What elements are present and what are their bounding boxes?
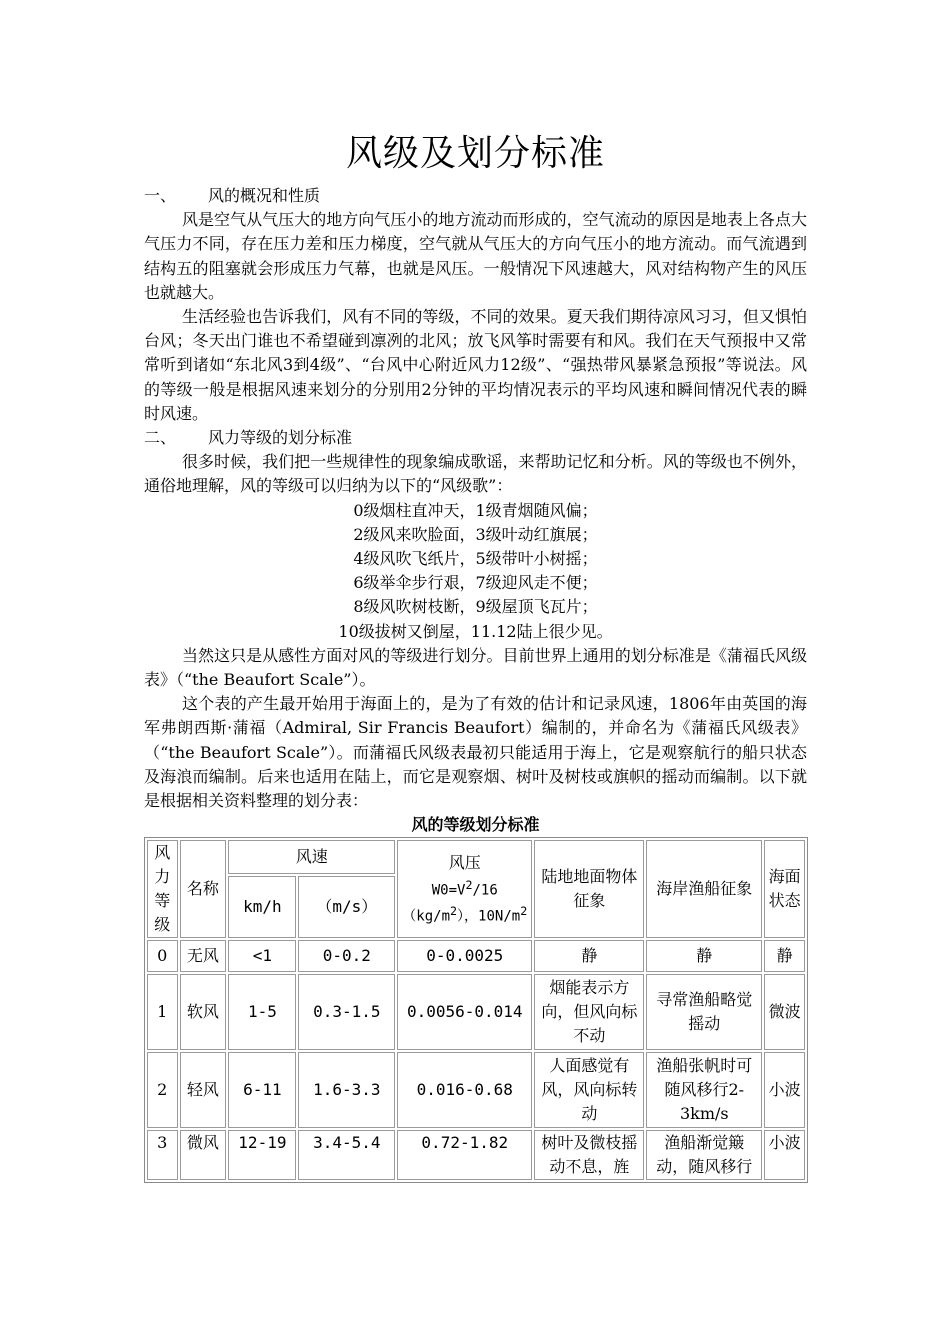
verse-line: 6级举伞步行艰，7级迎风走不便； <box>353 573 598 593</box>
header-pressure <box>397 840 532 938</box>
pressure-formula: $W0=V^2/16(kg/m^2)$，$10N/m^2$ <box>402 877 528 925</box>
paragraph: 生活经验也告诉我们，风有不同的等级，不同的效果。夏天我们期待凉风习习，但又惧怕台风；冬天出门谁也不希望碰到凛冽的北风；放飞风筝时需要有和风。我们在天气预报中又常常听到诸如“东北风3到4级”、“台风中心附近风力12级”、“强热带风暴紧急预报”等说法。风的等级一般是根据风速来划分的分别用2分钟的平均情况表示的平均风速和瞬间情况代表的瞬时风速。 <box>144 307 807 423</box>
verse-line: 10级拔树又倒屋，11.12陆上很少见。 <box>338 621 613 641</box>
wind-scale-table <box>144 837 808 1183</box>
table-row: 0 无风 <1 0-0.2 0-0.0025 静 静 静 <box>147 940 805 972</box>
paragraph: 很多时候，我们把一些规律性的现象编成歌谣，来帮助记忆和分析。风的等级也不例外，通俗地理解，风的等级可以归纳为以下的“风级歌”： <box>144 452 807 496</box>
section-heading-2 <box>144 426 807 450</box>
section-title: 风的概况和性质 <box>208 186 321 205</box>
wind-song <box>144 499 807 644</box>
header-name: 名称 <box>180 840 227 938</box>
verse-line: 8级风吹树枝断，9级屋顶飞瓦片； <box>353 597 598 617</box>
header-coast: 海岸渔船征象 <box>646 840 762 938</box>
section-number: 一、 <box>144 186 177 205</box>
section-title: 风力等级的划分标准 <box>208 428 353 448</box>
verse-line: 0级烟柱直冲天，1级青烟随风偏； <box>353 500 598 520</box>
table-row: 3 微风 12-19 3.4-5.4 0.72-1.82 树叶及微枝摇动不息，旌 渔船渐觉簸动，随风移行 小波 <box>147 1130 805 1180</box>
header-ms: （m/s） <box>298 876 395 939</box>
header-sea: 海面状态 <box>764 840 805 938</box>
table-row: 2 轻风 6-11 1.6-3.3 0.016-0.68 人面感觉有风，风向标转动 渔船张帆时可随风移行2-3km/s 小波 <box>147 1052 805 1128</box>
table-caption: 风的等级划分标准 <box>411 815 540 835</box>
header-level: 风力等级 <box>147 840 178 938</box>
paragraph: 当然这只是从感性方面对风的等级进行划分。目前世界上通用的划分标准是《蒲福氏风级表》（“the Beaufort Scale”）。 <box>144 645 807 690</box>
header-kmh: km/h <box>228 876 296 939</box>
page-title: 风级及划分标准 <box>345 133 605 174</box>
section-heading-1 <box>144 184 807 208</box>
verse-line: 4级风吹飞纸片，5级带叶小树摇； <box>353 549 598 569</box>
header-speed: 风速 <box>228 840 395 873</box>
section-number: 二、 <box>144 428 177 448</box>
document-page <box>144 124 807 1183</box>
paragraph: 风是空气从气压大的地方向气压小的地方流动而形成的，空气流动的原因是地表上各点大气压力不同，存在压力差和压力梯度，空气就从气压大的方向气压小的地方流动。而气流遇到结构五的阻塞就会形成压力气幕，也就是风压。一般情况下风速越大，风对结构物产生的风压也就越大。 <box>144 210 807 302</box>
paragraph: 这个表的产生最开始用于海面上的，是为了有效的估计和记录风速，1806年由英国的海军弗朗西斯·蒲福（Admiral, Sir Francis Beaufort）编制的，并命名为《蒲福氏风级表》（“the Beaufort Scale”）。而蒲福氏风级表最初只能适用于海上，它是观察航行的船只状态及海浪而编制。后来也适用在陆上，而它是观察烟、树叶及树枝或旗帜的摇动而编制。以下就是根据相关资料整理的划分表： <box>144 694 807 811</box>
header-land: 陆地地面物体征象 <box>534 840 644 938</box>
verse-line: 2级风来吹脸面，3级叶动红旗展； <box>353 524 598 544</box>
pressure-title: 风压 <box>448 852 481 872</box>
table-row: 1 软风 1-5 0.3-1.5 0.0056-0.014 烟能表示方向，但风向标不动 寻常渔船略觉摇动 微波 <box>147 974 805 1050</box>
